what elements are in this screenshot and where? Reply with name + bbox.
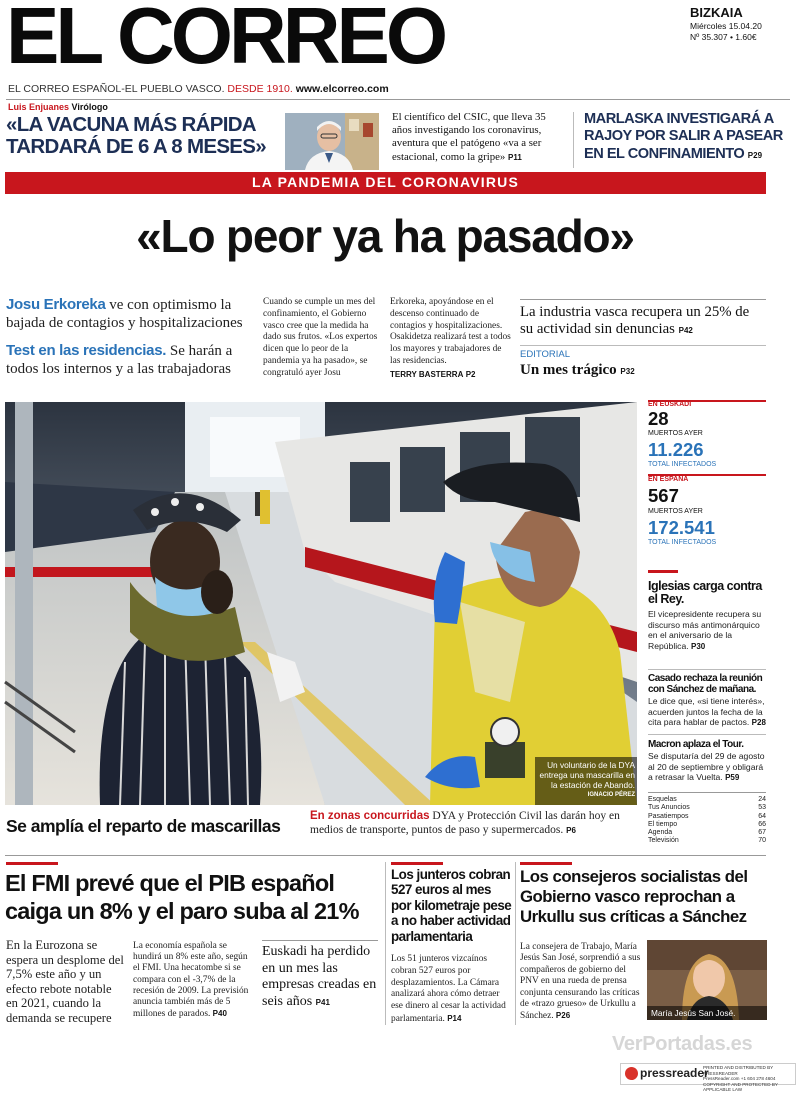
teaser-role: Virólogo	[71, 102, 108, 112]
watermark: VerPortadas.es	[612, 1033, 753, 1055]
teaser-left-byline	[8, 102, 108, 112]
teaser-portrait-photo[interactable]	[285, 113, 379, 170]
sidebar-item-iglesias-body: El vicepresidente recupera su discurso más antimonárquico en el aniversario de la República.	[648, 609, 762, 651]
editorial-rule	[520, 345, 766, 346]
teaser-middle-body: El científico del CSIC, que lleva 35 años investigando los coronavirus, aventura que el patógeno «va a ser estacional, como la gripe»	[392, 111, 546, 163]
sidebar-rule-1	[648, 669, 766, 670]
photo-story-headline[interactable]: Se amplía el reparto de mascarillas	[6, 816, 281, 836]
consejeros-body	[520, 942, 642, 1023]
masthead-tagline-row	[8, 83, 389, 95]
lead-byline-page: P2	[465, 369, 476, 379]
sidebar-item-macron-page: P59	[725, 773, 740, 783]
sidebar-item-macron-body: Se disputaría del 29 de agosto al 20 de septiembre y obligará a retrasar la Vuelta.	[648, 751, 765, 783]
consejeros-body-text: La consejera de Trabajo, María Jesús San José, sorprendió a sus compañeros de gobierno del PNV en una rueda de prensa conjunta censurando las críticas de «trazo grueso» de Urkullu a Sánchez.	[520, 942, 641, 1022]
photo-story-bold: En zonas concurridas	[310, 810, 430, 822]
teaser-right-text: MARLASKA INVESTIGARÁ A RAJOY POR SALIR A PASEAR EN EL CONFINAMIENTO	[584, 111, 783, 162]
teaser-middle-page: P11	[508, 152, 522, 162]
lead-byline: TERRY BASTERRA	[390, 369, 464, 379]
masthead-title: EL CORREO	[6, 0, 445, 80]
junteros-headline[interactable]: Los junteros cobran 527 euros al mes por kilometraje pese a no haber actividad parlamentaria	[391, 867, 512, 944]
stats-euskadi-infected-label: TOTAL INFECTADOS	[648, 461, 717, 468]
right-top-rule	[520, 299, 766, 300]
sidebar-item-iglesias[interactable]	[648, 580, 770, 652]
editorial-label: EDITORIAL	[520, 349, 570, 360]
industry-page: P42	[678, 326, 693, 335]
editorial-title: Un mes trágico	[520, 362, 617, 378]
editorial-teaser[interactable]	[520, 361, 766, 381]
photo-credit: IGNACIO PÉREZ	[587, 792, 635, 798]
main-headline[interactable]: «Lo peor ya ha pasado»	[136, 210, 634, 262]
sidebar-rule-2	[648, 734, 766, 735]
teaser-left-line1: «LA VACUNA MÁS RÁPIDA	[6, 113, 256, 136]
index-item-page: 53	[758, 804, 766, 812]
pressreader-icon	[625, 1067, 638, 1080]
masthead-date: Miércoles 15.04.20	[690, 21, 762, 31]
index-item-label: El tiempo	[648, 820, 678, 828]
stats-euskadi-label: EN EUSKADI	[648, 401, 692, 408]
teaser-divider	[573, 112, 574, 168]
photo-story-page: P6	[566, 825, 576, 835]
index-item[interactable]	[648, 804, 766, 812]
index-item[interactable]	[648, 796, 766, 804]
sidebar-item-iglesias-page: P30	[691, 641, 706, 651]
masthead-website[interactable]: www.elcorreo.com	[295, 83, 389, 95]
stats-spain-deaths: 567	[648, 485, 679, 506]
fmi-euskadi-teaser[interactable]	[262, 944, 384, 1011]
industry-teaser[interactable]	[520, 304, 766, 339]
sidebar-item-iglesias-text	[648, 609, 770, 652]
fmi-headline[interactable]: El FMI prevé que el PIB español caiga un 8% y el paro suba al 21%	[5, 870, 359, 924]
index-item-label: Agenda	[648, 829, 673, 837]
fmi-red-bar	[6, 862, 58, 865]
consejeros-photo-caption: María Jesús San José.	[651, 1008, 736, 1018]
sidebar-item-casado-page: P28	[751, 718, 766, 728]
fmi-euskadi-rule	[262, 940, 378, 941]
section-banner-label: LA PANDEMIA DEL CORONAVIRUS	[251, 174, 520, 190]
portrait-illustration	[285, 113, 379, 170]
lead-name: Josu Erkoreka	[6, 296, 106, 313]
index-list	[648, 796, 766, 846]
stats-spain-infected-label: TOTAL INFECTADOS	[648, 539, 717, 546]
index-item[interactable]	[648, 821, 766, 829]
index-item-page: 67	[758, 829, 766, 837]
teaser-right-headline[interactable]	[584, 111, 794, 164]
stats-spain-label: EN ESPAÑA	[648, 476, 689, 483]
lead-summary[interactable]	[6, 296, 254, 332]
fmi-body-page: P40	[212, 1009, 227, 1019]
photo-story-text[interactable]	[310, 810, 640, 837]
pressreader-info-line2: PressReader.com +1 604 278 4604	[703, 1076, 776, 1082]
fmi-euskadi-text: Euskadi ha perdido en un mes las empresas creadas en seis años	[262, 944, 377, 1009]
photo-caption	[537, 760, 635, 800]
pressreader-logo-text: pressreader	[640, 1066, 709, 1080]
stats-spain-infected: 172.541	[648, 517, 715, 538]
index-item-label: Esquelas	[648, 796, 677, 803]
teaser-author: Luis Enjuanes	[8, 102, 70, 112]
lead-column-1: Cuando se cumple un mes del confinamiento, el Gobierno vasco cree que la medida ha dado sus frutos. «Los expertos dicen que lo peor de la pandemia ya ha pasado», se congratuló ayer Josu	[263, 297, 378, 378]
main-photo[interactable]	[5, 402, 637, 805]
consejeros-red-bar	[520, 862, 572, 865]
teaser-middle-text[interactable]	[392, 111, 562, 164]
bottom-section-rule	[5, 855, 766, 856]
lead-subsummary[interactable]	[6, 342, 254, 378]
photo-caption-text: Un voluntario de la DYA entrega una mascarilla en la estación de Abando.	[539, 760, 635, 790]
lead-text: ve con optimismo la bajada de contagios y hospitalizaciones	[6, 297, 243, 331]
sidebar-item-macron-text	[648, 751, 770, 784]
fmi-body	[133, 941, 253, 1020]
lead-column-2	[390, 297, 512, 382]
lead-byline-row	[390, 369, 512, 382]
lead-sub-bold: Test en las residencias.	[6, 342, 167, 359]
index-item-page: 70	[758, 837, 766, 845]
sidebar-item-macron[interactable]	[648, 739, 770, 784]
junteros-red-bar	[391, 862, 443, 865]
index-item[interactable]	[648, 829, 766, 837]
lead-column-2-text: Erkoreka, apoyándose en el descenso continuado de contagios y hospitalizaciones. Osakidetza realizará test a todos los mayores y trabajadores de las residencias.	[390, 297, 511, 366]
pressreader-info	[703, 1065, 800, 1093]
teaser-left-line2: TARDARÁ DE 6 A 8 MESES»	[6, 135, 266, 158]
pressreader-info-line3: COPYRIGHT AND PROTECTED BY APPLICABLE LAW	[703, 1081, 778, 1093]
bottom-divider-1	[385, 862, 386, 1025]
masthead-edition: BIZKAIA	[690, 5, 743, 20]
index-item-label: Tus Anuncios	[648, 804, 690, 812]
sidebar-item-casado[interactable]	[648, 673, 770, 729]
teaser-left-headline[interactable]	[6, 114, 276, 158]
index-item-page: 64	[758, 812, 766, 820]
station-scene-illustration	[5, 402, 637, 805]
fmi-summary: En la Eurozona se espera un desplome del 7,5% este año y un efecto rebote notable en 2021, cuando la demanda se recupere	[6, 938, 124, 1025]
masthead-rule	[6, 99, 790, 100]
bottom-divider-2	[515, 862, 516, 1025]
stats-euskadi-infected: 11.226	[648, 439, 704, 460]
sidebar-item-casado-headline: Casado rechaza la reunión con Sánchez de mañana.	[648, 673, 763, 695]
index-item-label: Televisión	[648, 837, 679, 845]
stats-spain-deaths-label: MUERTOS AYER	[648, 508, 703, 515]
index-rule	[648, 792, 766, 793]
editorial-page: P32	[620, 367, 635, 376]
masthead-since: DESDE 1910.	[227, 83, 293, 95]
photo-story-body: DYA y Protección Civil las darán hoy en medios de transporte, puntos de paso y supermercados.	[310, 810, 620, 836]
sidebar-item-casado-body: Le dice que, «si tiene interés», acuerden juntos la fecha de la cita para hablar de pactos.	[648, 696, 765, 728]
stats-euskadi-deaths: 28	[648, 408, 669, 429]
pressreader-info-line1: PRINTED AND DISTRIBUTED BY PRESSREADER	[703, 1065, 774, 1076]
fmi-body-text: La economía española se hundirá un 8% este año, según el FMI. Una hecatombe si se compara con el -3,7% de la recesión de 2009. La previsión anuncia también más de 5 millones de parados.	[133, 941, 249, 1020]
masthead-tagline: EL CORREO ESPAÑOL-EL PUEBLO VASCO.	[8, 83, 225, 95]
fmi-euskadi-page: P41	[315, 997, 330, 1007]
junteros-body	[391, 954, 512, 1026]
index-item-page: 24	[758, 796, 766, 803]
stats-euskadi-deaths-label: MUERTOS AYER	[648, 430, 703, 437]
sidebar-item-macron-headline: Macron aplaza el Tour.	[648, 739, 744, 750]
index-item-page: 66	[758, 820, 766, 828]
sidebar-item-iglesias-headline: Iglesias carga contra el Rey.	[648, 579, 762, 606]
index-item-label: Pasatiempos	[648, 812, 689, 820]
index-item[interactable]	[648, 837, 766, 845]
consejeros-headline[interactable]: Los consejeros socialistas del Gobierno vasco reprochan a Urkullu sus críticas a Sánchez	[520, 867, 748, 926]
junteros-body-text: Los 51 junteros vizcaínos cobran 527 euros por desplazamientos. La Cámara analizará ahora cómo detraer ese dinero al cesar la actividad parlamentaria.	[391, 954, 506, 1024]
industry-text: La industria vasca recupera un 25% de su actividad sin denuncias	[520, 304, 750, 337]
sidebar-item-casado-text	[648, 696, 770, 729]
teaser-right-page: P29	[747, 150, 763, 160]
sidebar-red-bar	[648, 570, 678, 573]
masthead-issue: Nº 35.307 • 1.60€	[690, 32, 757, 42]
consejeros-body-page: P26	[555, 1011, 571, 1021]
lead-sub-text: Se harán a todos los internos y a las trabajadoras	[6, 343, 233, 377]
junteros-body-page: P14	[447, 1013, 462, 1023]
index-item[interactable]	[648, 813, 766, 821]
